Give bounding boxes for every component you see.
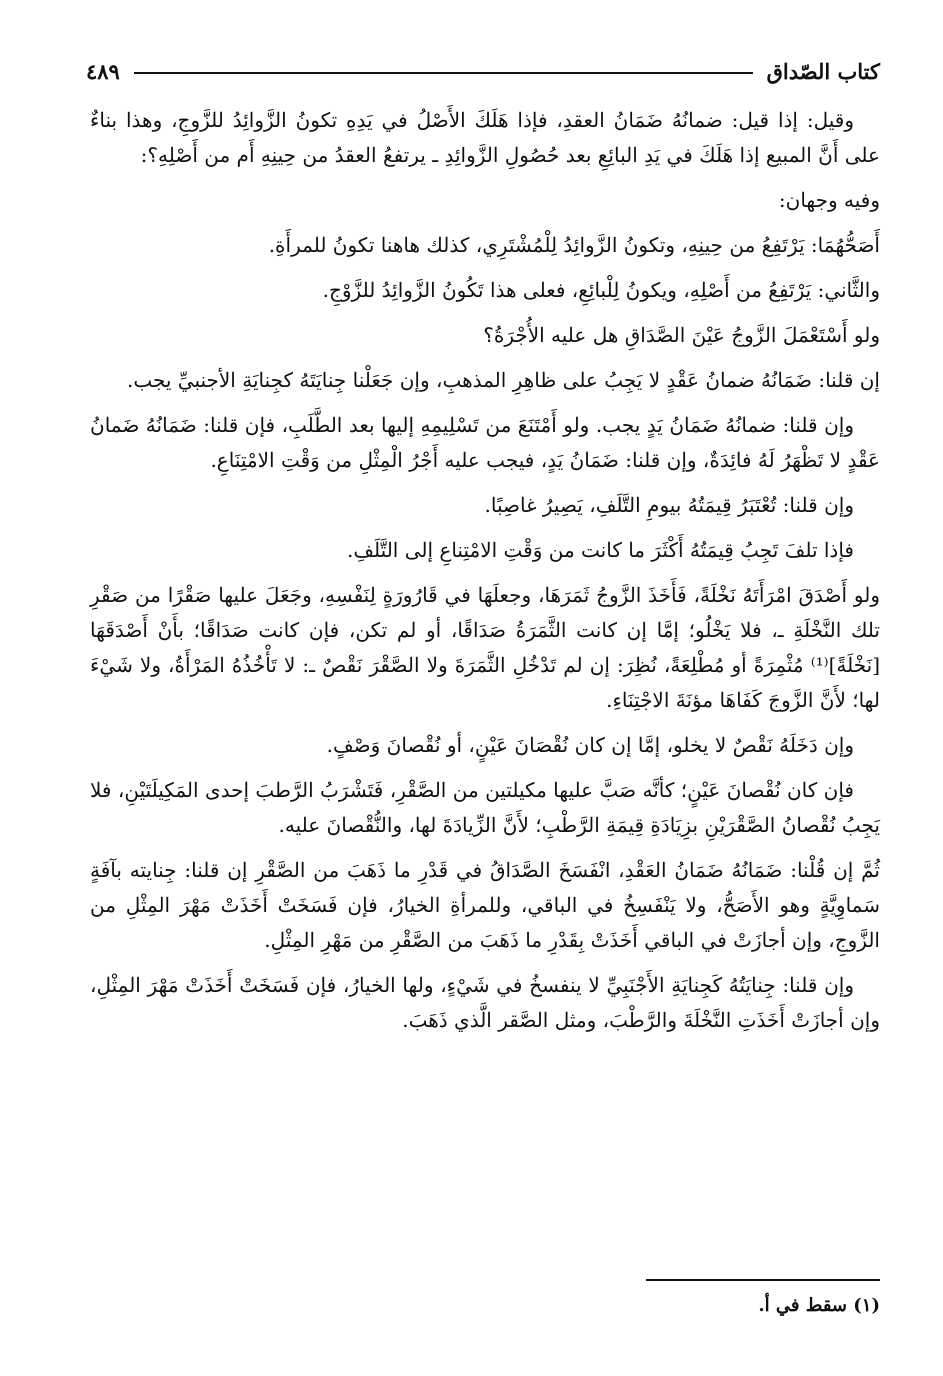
header-rule [134, 72, 753, 74]
running-title: كتاب الصّداق [766, 58, 880, 84]
paragraph: أَصَحُّهُمَا: يَرْتَفِعُ من حِينِهِ، وتكونُ الزَّوائِدُ لِلْمُشْتَرِي، كذلك هاهنا تكونُ للمرأَةِ. [268, 233, 880, 257]
page-header [86, 55, 880, 87]
paragraph: وقيل: إذا قيل: ضمانُهُ ضَمَانُ العقدِ، فإذا هَلَكَ الأَصْلُ في يَدِهِ تكونُ الزَّوائِدُ للزَّوجِ، وهذا بناءٌ على أَنَّ المبيع إذا هَلَكَ في يَدِ البائِعِ بعد حُصُولِ الزَّوائِدِ ـ يرتفعُ العقدُ من حِينِهِ أَم من أَصْلِهِ؟: [90, 108, 880, 167]
main-text [90, 103, 880, 1048]
paragraph: وفيه وجهان: [778, 188, 880, 212]
paragraph: وإن قلنا: ضمانُهُ ضَمَانُ يَدٍ يجب. ولو أَمْتَنَعَ من تَسْلِيمِهِ إليها بعد الطَّلَبِ، فإن قلنا: ضَمَانُهُ ضَمانُ عَقْدٍ لا تَظْهَرُ لَهُ فائِدَةٌ، وإن قلنا: ضَمَانُ يَدٍ، فيجب عليه أَجْرُ الْمِثْلِ من وَقْتِ الامْتِنَاعِ. [90, 413, 880, 472]
footnote-divider [646, 1279, 880, 1281]
page-number: ٤٨٩ [86, 58, 120, 84]
paragraph: وإن دَخَلَهُ نَقْصٌ لا يخلو، إمَّا إن كان نُقْصَانَ عَيْنٍ، أو نُقْصانَ وَصْفٍ. [326, 733, 854, 757]
paragraph: ثُمَّ إن قُلْنا: ضَمَانُهُ ضَمَانُ العَقْدِ، انْفَسَخَ الصَّدَاقُ في قَدْرِ ما ذَهَبَ من الصَّقْرِ إن قلنا: جِنايته بآفَةٍ سَماوِيَّةٍ وهو الأَصَحُّ، ولا يَنْفَسِخُ في الباقي، وللمرأةِ الخيارُ، فإن فَسَخَتْ أَخَذَتْ مَهْرَ المِثْلِ من الزَّوجِ، وإن أجازَتْ في الباقي أَخَذَتْ بِقَدْرِ ما ذَهَبَ من الصَّقْرِ من مَهْرِ المِثْلِ. [90, 858, 880, 952]
paragraph: ولو أَسْتَعْمَلَ الزَّوجُ عَيْنَ الصَّدَاقِ هل عليه الأُجْرَةُ؟ [483, 323, 880, 347]
footnote: (١) سقط في أ. [758, 1295, 880, 1316]
paragraph: ولو أَصْدَقَ امْرَأَتَهُ نَخْلَةً، فَأَخَذَ الزَّوجُ ثَمَرَهَا، وجعلَهَا في قَارُورَةٍ لِنَفْسِهِ، وجَعَلَ عليها صَقْرًا من صَقْرِ تلك النَّخْلَةِ ـ، فلا يَخْلُو؛ إمَّا إن كانت الثَّمَرَةُ صَدَاقًا، أو لم تكن، فإن كانت صَدَاقًا؛ بأَنْ أَصْدَقَهَا [نَخْلَةً]⁽¹⁾ مُثْمِرَةً أو مُطْلِعَةً، نُظِرَ: إن لم تَدْخُلِ الثَّمَرَةَ ولا الصَّقْرَ نَقْصٌ ـ: لا تَأْخُذُهُ المَرْأَةُ، ولا شَيْءَ لها؛ لأَنَّ الزَّوجَ كَفَاهَا مؤنَةَ الاجْتِنَاءِ. [90, 583, 880, 712]
paragraph: فإذا تلفَ تَجِبُ قِيمَتُهُ أَكْثَرَ ما كانت من وَقْتِ الامْتِناعِ إلى التَّلَفِ. [346, 538, 854, 562]
paragraph: وإن قلنا: جِنايَتُهُ كَجِنايَةِ الأَجْنَبِيِّ لا ينفسخُ في شَيْءٍ، ولها الخيارُ، فإن فَسَخَتْ أَخَذَتْ مَهْرَ المِثْلِ، وإن أجازَتْ أَخَذَتِ النَّخْلَةَ والرَّطْبَ، ومثل الصَّقر الَّذي ذَهَبَ. [90, 973, 880, 1032]
paragraph: فإن كان نُقْصانَ عَيْنٍ؛ كأنَّه صَبَّ عليها مكيلتين من الصَّقْرِ، فَتَشْرَبُ الرَّطبَ إحدى المَكِيلَتَيْنِ، فلا يَجِبُ نُقْصانُ الصَّقْرَيْنِ بزِيَادَةِ قِيمَةِ الرَّطْبِ؛ لأَنَّ الزِّيادَةَ لها، والنُّقْصانَ عليه. [90, 778, 880, 837]
paragraph: إن قلنا: ضَمَانُهُ ضمانُ عَقْدٍ لا يَجِبُ على ظاهِرِ المذهبِ، وإن جَعَلْنا جِنايَتَهُ كجِنايَةِ الأجنبيِّ يجب. [126, 368, 880, 392]
paragraph: والثَّاني: يَرْتَفِعُ من أَصْلِهِ، ويكونُ لِلْبائِعِ، فعلى هذا تَكُونُ الزَّوائِدُ للزَّوْجِ. [322, 278, 880, 302]
paragraph: وإن قلنا: تُعْتَبَرُ قِيمَتُهُ بيومِ التَّلَفِ، يَصِيرُ غاصِبًا. [484, 493, 854, 517]
